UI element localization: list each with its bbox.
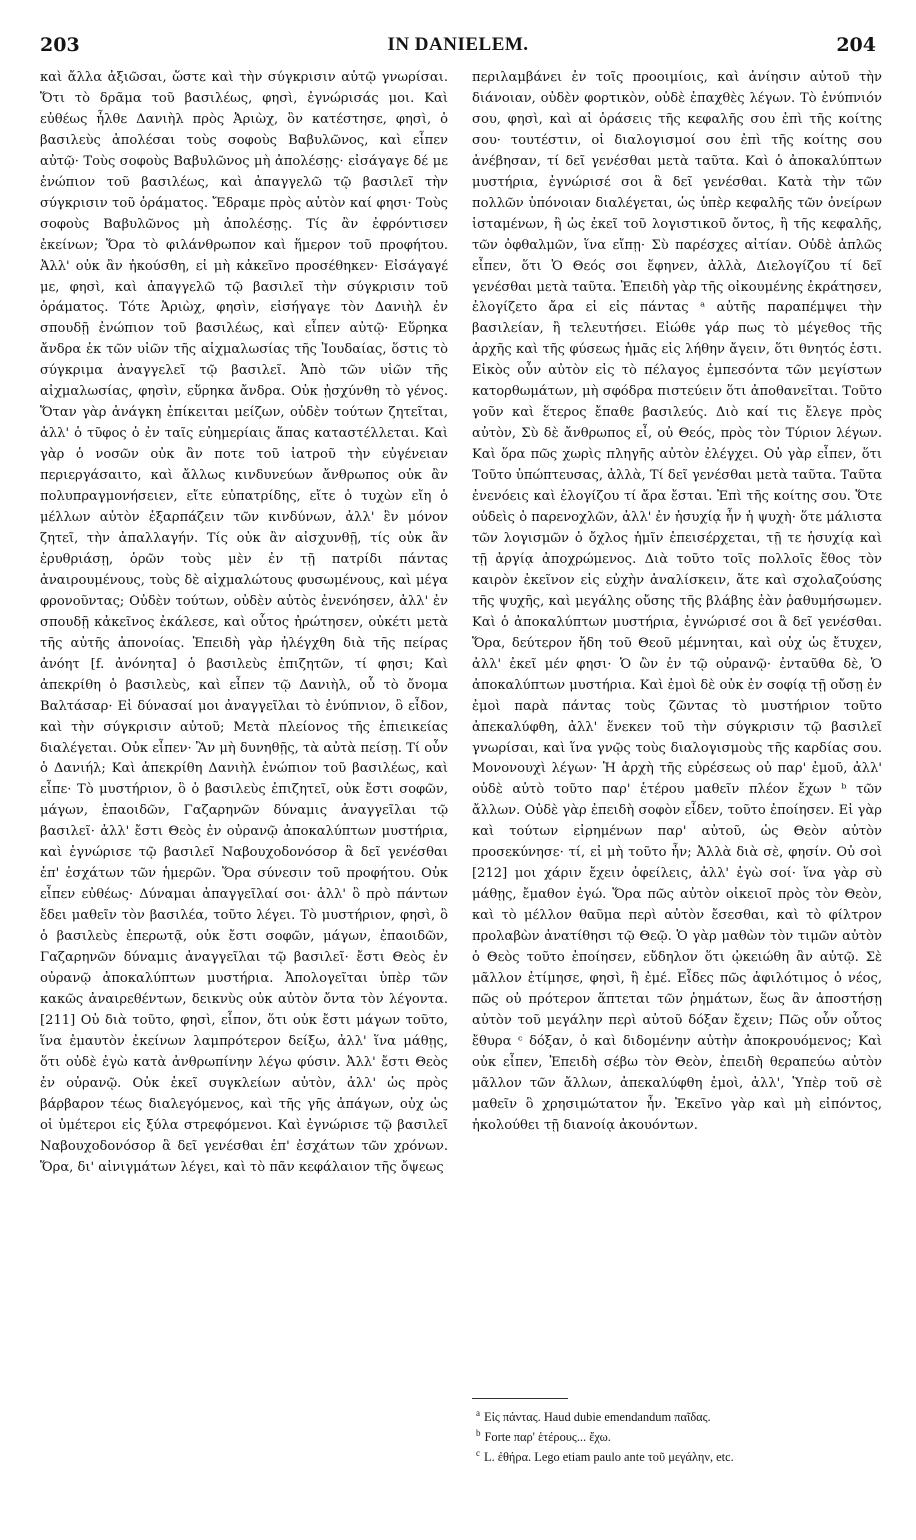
- right-column: [472, 68, 882, 1137]
- left-column: [40, 68, 448, 1179]
- footnote-item: [476, 1445, 876, 1465]
- footnote-mark: c: [476, 1448, 480, 1459]
- footnote-text: Εἰς πάντας. Haud dubie emendandum παῖδας.: [484, 1410, 711, 1425]
- footnote-item: [476, 1425, 876, 1445]
- footnote-rule: [472, 1398, 568, 1399]
- footnote-item: [476, 1405, 876, 1425]
- left-column-text: καὶ ἄλλα ἀξιῶσαι, ὥστε καὶ τὴν σύγκρισιν αὐτῷ γνωρίσαι. Ὅτι τὸ δρᾶμα τοῦ βασιλέως, φησὶ, ἐγνώρισάς μοι. Καὶ εὐθέως ἦλθε Δανιὴλ πρὸς Ἀριὼχ, ὃν κατέστησε, φησὶ, ὁ βασιλεὺς ἀπολέσαι τοὺς σοφοὺς Βαβυλῶνος, καὶ εἶπεν αὐτῷ· Τοὺς σοφοὺς Βαβυλῶνος μὴ ἀπολέσῃς· εἰσάγαγε δέ με ἐνώπιον τοῦ βασιλέως, καὶ ἀπαγγελῶ τῷ βασιλεῖ τὴν σύγκρισιν τοῦ ὁράματος. Ἔδραμε πρὸς αὐτὸν καί φησι· Τοὺς σοφοὺς Βαβυλῶνος μὴ ἀπολέσῃς. Τίς ἂν ἐφρόντισεν ἐκείνων; Ὅρα τὸ φιλάνθρωπον καὶ ἥμερον τοῦ προφήτου. Ἀλλ' οὐκ ἂν ἠκούσθη, εἰ μὴ κἀκεῖνο προσέθηκεν· Εἰσάγαγέ με, φησὶ, καὶ ἀπαγγελῶ τῷ βασιλεῖ τὴν σύγκρισιν τοῦ ὁράματος. Τότε Ἀριὼχ, φησὶν, εἰσήγαγε τὸν Δανιὴλ ἐν σπουδῇ ἐνώπιον τοῦ βασιλέως, καὶ εἶπεν αὐτῷ· Εὕρηκα ἄνδρα ἐκ τῶν υἱῶν τῆς αἰχμαλωσίας τῆς Ἰουδαίας, ὅστις τὸ σύγκριμα ἀναγγελεῖ τῷ βασιλεῖ. Ἀπὸ τῶν υἱῶν τῆς αἰχμαλωσίας, φησὶν, εὕρηκα ἄνδρα. Οὐκ ᾐσχύνθη τὸ γένος. Ὅταν γὰρ ἀνάγκη ἐπίκειται μείζων, οὐδὲν τούτων ζητεῖται, ἀλλ' ὁ τῦφος ὁ ἐν ταῖς εὐημερίαις ἅπας καταστέλλεται. Καὶ γὰρ ὁ νοσῶν οὐκ ἂν ποτε τοῦ ἰατροῦ τὴν εὐγένειαν περιεργάσαιτο, καὶ ἄλλως κινδυνεύων ἄνθρωπος οὐκ ἂν πολυπραγμονήσειεν, εἴτε εὐπατρίδης, εἴτε ὁ τυχὼν εἴη ὁ μέλλων αὐτὸν ἐξαρπάζειν τῶν κινδύνων, ἀλλ' ἓν μόνον ζητεῖ, τὴν ἀπαλλαγήν. Τίς οὐκ ἂν αἰσχυνθῇ, τίς οὐκ ἂν ἐρυθριάσῃ, ὁρῶν τοὺς μὲν ἐν τῇ πατρίδι πάντας ἀναιρουμένους, τοὺς δὲ αἰχμαλώτους φυσωμένους, καὶ μέγα φρονοῦντας; Οὐδὲν τούτων, οὐδὲν αὐτὸς ἐνενόησεν, ἀλλ' ἐν σπουδῇ κἀκεῖνος ἐκάλεσε, καὶ οὗτος ἠρώτησεν, οὐκέτι μετὰ τῆς αὐτῆς ἀπονοίας. Ἐπειδὴ γὰρ ἠλέγχθη διὰ τῆς πείρας ἀνόητ [f. ἀνόνητα] ὁ βασιλεὺς ἐπιζητῶν, τί φησι; Καὶ ἀπεκρίθη ὁ βασιλεὺς, καὶ εἶπεν τῷ Δανιὴλ, οὗ τὸ ὄνομα Βαλτάσαρ· Εἰ δύνασαί μοι ἀναγγεῖλαι τὸ ἐνύπνιον, ὃ εἶδον, καὶ τὴν σύγκρισιν αὐτοῦ; Μετὰ πλείονος τῆς ἐπιεικείας διαλέγεται. Οὐκ εἶπεν· Ἂν μὴ δυνηθῇς, τὰ αὐτὰ πείσῃ. Τί οὖν ὁ Δανιήλ; Καὶ ἀπεκρίθη Δανιὴλ ἐνώπιον τοῦ βασιλέως, καὶ εἶπε· Τὸ μυστήριον, ὃ ὁ βασιλεὺς ἐπιζητεῖ, οὐκ ἔστι σοφῶν, μάγων, ἐπαοιδῶν, Γαζαρηνῶν δύναμις ἀναγγεῖλαι τῷ βασιλεῖ· ἀλλ' ἔστι Θεὸς ἐν οὐρανῷ ἀποκαλύπτων μυστήρια, καὶ ἐγνώρισε τῷ βασιλεῖ Ναβουχοδονόσορ ἃ δεῖ γενέσθαι ἐπ' ἐσχάτων τῶν ἡμερῶν. Ὅρα σύνεσιν τοῦ προφήτου. Οὐκ εἶπεν εὐθέως· Δύναμαι ἀπαγγεῖλαί σοι· ἀλλ' ὃ πρὸ πάντων ἔδει μαθεῖν τὸν βασιλέα, τοῦτο λέγει. Τὸ μυστήριον, φησὶ, ὃ ὁ βασιλεὺς ἐπερωτᾷ, οὐκ ἔστι σοφῶν, μάγων, ἐπαοιδῶν, Γαζαρηνῶν δύναμις ἀναγγεῖλαι τῷ βασιλεῖ· ἔστι Θεὸς ἐν οὐρανῷ ἀποκαλύπτων μυστήρια. Ἀπολογεῖται ὑπὲρ τῶν κακῶς ἀναιρεθέντων, δεικνὺς οὐκ αὐτὸν ὄντα τὸν λέγοντα. [211] Οὐ διὰ τοῦτο, φησὶ, εἶπον, ὅτι οὐκ ἔστι μάγων τοῦτο, ἵνα ἐμαυτὸν ἐκείνων λαμπρότερον δείξω, ἀλλ' ἵνα μάθῃς, ὅτι οὐδὲ ἐγὼ κατὰ ἀνθρωπίνην λέγω φύσιν. Ἀλλ' ἔστι Θεὸς ἐν οὐρανῷ. Οὐκ ἐκεῖ συγκλείων αὐτὸν, ἀλλ' ὡς πρὸς βάρβαρον τέως διαλεγόμενος, καὶ τῆς γῆς ἀπάγων, οὐχ ὡς οἱ ὑμέτεροι εἰς ξύλα στρεφόμενοι. Καὶ ἐγνώρισε τῷ βασιλεῖ Ναβουχοδονόσορ ἃ δεῖ γενέσθαι ἐπ' ἐσχάτων τῶν χρόνων. Ὅρα, δι' αἰνιγμάτων λέγει, καὶ τὸ πᾶν κεφάλαιον τῆς ὄψεως: [40, 70, 448, 1175]
- page-number-right: 204: [836, 34, 876, 56]
- page-number-left: 203: [40, 34, 80, 56]
- page-header: [40, 34, 876, 62]
- footnote-text: L. ἐθήρα. Lego etiam paulo ante τοῦ μεγάλην, etc.: [484, 1450, 734, 1465]
- right-column-text: περιλαμβάνει ἐν τοῖς προοιμίοις, καὶ ἀνίησιν αὐτοῦ τὴν διάνοιαν, οὐδὲν φορτικὸν, οὐδὲ ἐπαχθὲς λέγων. Τὸ ἐνύπνιόν σου, φησὶ, καὶ αἱ ὁράσεις τῆς κεφαλῆς σου ἐπὶ τῆς κοίτης σου· τουτέστιν, οἱ διαλογισμοί σου ἐπὶ τῆς κοίτης σου ἀνέβησαν, τί δεῖ γενέσθαι μετὰ ταῦτα. Καὶ ὁ ἀποκαλύπτων μυστήρια, ἐγνώρισέ σοι ἃ δεῖ γενέσθαι. Κατὰ τὴν τῶν πολλῶν ὑπόνοιαν διαλέγεται, ὡς ὑπὲρ κεφαλῆς τῶν ὀνείρων ἱσταμένων, ἢ ὡς ἐκεῖ τοῦ λογιστικοῦ ὄντος, ἢ τῆς κεφαλῆς, τῶν ὀφθαλμῶν, ἵνα εἴπῃ· Σὺ παρέσχες αἰτίαν. Οὐδὲ ἁπλῶς εἶπεν, ὅτι Ὁ Θεός σοι ἔφηνεν, ἀλλὰ, Διελογίζου τί δεῖ γενέσθαι μετὰ ταῦτα. Ἐπειδὴ γὰρ τῆς οἰκουμένης ἐκράτησεν, ἐλογίζετο ἄρα εἰ εἰς πάντας ᵃ αὐτῆς παραπέμψει τὴν βασιλείαν, ἢ τελευτήσει. Εἰώθε γάρ πως τὸ μέγεθος τῆς ἀρχῆς καὶ τῆς φύσεως ἡμᾶς εἰς λήθην ἄγειν, ὅτι θνητός ἐστι. Εἰκὸς οὖν αὐτὸν εἰς τὸ πέλαγος ἐμπεσόντα τῶν μεγίστων κατορθωμάτων, μὴ σφόδρα πιστεύειν ὅτι ἀποθανεῖται. Τοῦτο γοῦν καὶ ἕτερος ἔπαθε βασιλεύς. Διὸ καί τις ἔλεγε πρὸς αὐτὸν, Σὺ δὲ ἄνθρωπος εἶ, οὐ Θεός, πρὸς τὸν Τύριον λέγων. Καὶ ὅρα πῶς χωρὶς πληγῆς αὐτὸν ἐλέγχει. Οὐ γὰρ εἶπεν, ὅτι Τοῦτο ὑπώπτευσας, ἀλλὰ, Τί δεῖ γενέσθαι μετὰ ταῦτα. Ταῦτα ἐνενόεις καὶ ἐλογίζου τί ἄρα ἔσται. Ἐπὶ τῆς κοίτης σου. Ὅτε οὐδεὶς ὁ παρενοχλῶν, ἀλλ' ἐν ἡσυχίᾳ ἦν ἡ ψυχὴ· ὅτε μάλιστα τῶν λογισμῶν ὁ ὄχλος ἡμῖν ἐπεισέρχεται, τῇ τε ἡσυχίᾳ καὶ τῇ ἀργίᾳ ἀποχρώμενος. Διὰ τοῦτο τοῖς πολλοῖς ἔθος τὸν καιρὸν ἐκεῖνον εἰς εὐχὴν ἀναλίσκειν, ἅτε καὶ σχολαζούσης τῆς ψυχῆς, καὶ μεγάλης οὔσης τῆς βλάβης ἐὰν ῥαθυμήσωμεν. Καὶ ὁ ἀποκαλύπτων μυστήρια, ἐγνώρισέ σοι ἃ δεῖ γενέσθαι. Ὅρα, δεύτερον ἤδη τοῦ Θεοῦ μέμνηται, καὶ οὐχ ὡς ἔτυχεν, ἀλλ' ἐκεῖ μέν φησι· Ὁ ὢν ἐν τῷ οὐρανῷ· ἐνταῦθα δὲ, Ὁ ἀποκαλύπτων μυστήρια. Καὶ ἐμοὶ δὲ οὐκ ἐν σοφίᾳ τῇ οὔσῃ ἐν ἐμοὶ παρὰ πάντας τοὺς ζῶντας τὸ μυστήριον τοῦτο ἀπεκαλύφθη, ἀλλ' ἕνεκεν τοῦ τὴν σύγκρισιν τῷ βασιλεῖ γνωρίσαι, καὶ ἵνα γνῷς τοὺς διαλογισμοὺς τῆς καρδίας σου. Μονονουχὶ λέγων· Ἡ ἀρχὴ τῆς εὑρέσεως οὐ παρ' ἐμοῦ, ἀλλ' οὐδὲ αὐτὸ τοῦτο παρ' ἑτέρου μαθεῖν πλέον ἔχων ᵇ τῶν ἄλλων. Οὐδὲ γὰρ ἐπειδὴ σοφὸν εἶδεν, τοῦτο ἐποίησεν. Εἰ γὰρ καὶ τούτων εἰρημένων παρ' αὐτοῦ, ὡς Θεὸν αὐτὸν προσεκύνησε· τί, εἰ μὴ τοῦτο ἦν; Ἀλλὰ διὰ σὲ, φησίν. Οὐ σοὶ [212] μοι χάριν ἔχειν ὀφείλεις, ἀλλ' ἐγὼ σοί· ἵνα γὰρ σὺ μάθῃς, ἔμαθον ἐγώ. Ὅρα πῶς αὐτὸν οἰκειοῖ πρὸς τὸν Θεὸν, καὶ τὸ μέλλον θαῦμα περὶ αὐτὸν ἔσεσθαι, καὶ τὸ φίλτρον προλαβὼν ἀνατίθησι τῷ Θεῷ. Ὁ γὰρ μαθὼν τὸν τιμῶν αὐτὸν ὁ Θεὸς τοῦτο ἐποίησεν, εὔδηλον ὅτι ᾠκειώθη ἂν αὐτῷ. Σὲ μᾶλλον ἐτίμησε, φησὶ, ἢ ἐμέ. Εἶδες πῶς ἀφιλότιμος ὁ νέος, πῶς οὐ πρότερον ἅπτεται τῶν ῥημάτων, ἕως ἂν ἀποστήσῃ αὐτὸν τοῦ μεγάλην περὶ αὐτοῦ δόξαν ἔχειν; Πῶς οὖν οὗτος ἔθυρα ᶜ δόξαν, ὁ καὶ διδομένην αὐτὴν ἀποκρουόμενος; Καὶ οὐκ εἶπεν, Ἐπειδὴ σέβω τὸν Θεὸν, ἐπειδὴ θεραπεύω αὐτὸν μᾶλλον τῶν ἄλλων, ἀπεκαλύφθη ἐμοὶ, ἀλλ', Ὑπὲρ τοῦ σὲ μαθεῖν ὃ χρησιμώτατον ἦν. Ἐκεῖνο γὰρ καὶ μὴ εἰπόντος, ἠκολούθει τῇ διανοίᾳ ἀκουόντων.: [472, 70, 882, 1133]
- running-title: IN DANIELEM.: [387, 34, 529, 55]
- footnote-mark: b: [476, 1428, 481, 1439]
- footnote-text: Forte παρ' ἑτέρους... ἔχω.: [484, 1430, 611, 1445]
- footnote-mark: a: [476, 1408, 480, 1418]
- footnotes: [476, 1405, 876, 1465]
